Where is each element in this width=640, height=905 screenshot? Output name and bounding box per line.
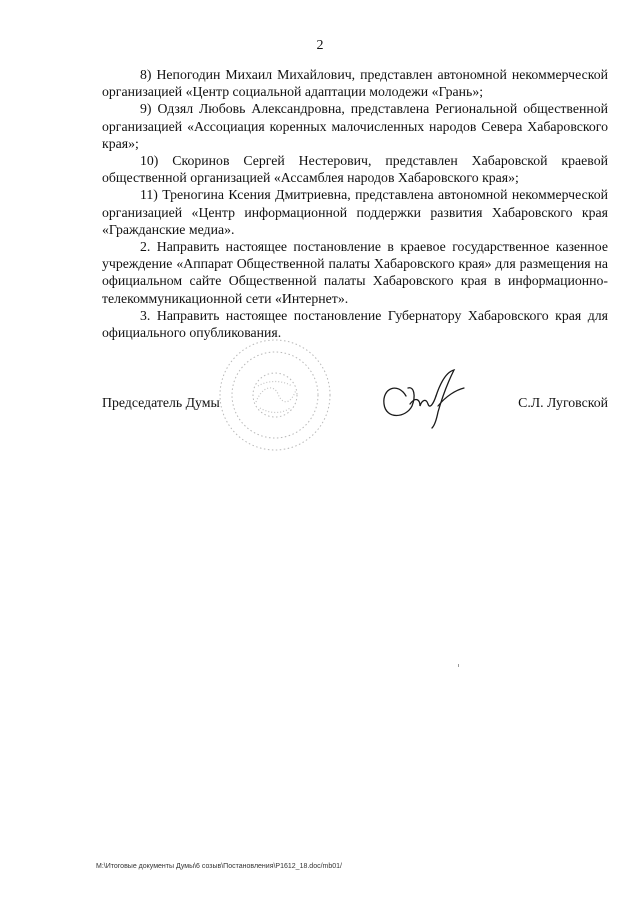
signatory-position: Председатель Думы — [102, 395, 220, 410]
footer-file-path: M:\Итоговые документы Думы\6 созыв\Постановления\P1612_18.doc/mb01/ — [96, 863, 342, 870]
signatory-name: С.Л. Луговской — [518, 395, 608, 410]
clause-2: 2. Направить настоящее постановление в краевое государственное казенное учреждение «Аппарат Общественной палаты Хабаровского края» для размещения на официальном сайте Общественной палаты Хабаровского края в информационно-телекоммуникационной сети «Интернет». — [102, 239, 608, 306]
list-item-11: 11) Треногина Ксения Дмитриевна, представлена автономной некоммерческой организацией «Центр информационной поддержки развития Хабаровского края «Гражданские медиа». — [102, 187, 608, 237]
clause-3: 3. Направить настоящее постановление Губернатору Хабаровского края для официального опубликования. — [102, 307, 608, 341]
list-item-9: 9) Одзял Любовь Александровна, представлена Региональной общественной организацией «Ассоциация коренных малочисленных народов Севера Хабаровского края»; — [102, 101, 608, 151]
body-text — [102, 66, 608, 341]
scan-artifact — [458, 664, 459, 667]
signature-row — [102, 394, 608, 414]
page-number: 2 — [316, 38, 324, 53]
list-item-10: 10) Скоринов Сергей Нестерович, представлен Хабаровской краевой общественной организацией «Ассамблея народов Хабаровского края»; — [102, 153, 608, 186]
list-item-8: 8) Непогодин Михаил Михайлович, представлен автономной некоммерческой организацией «Центр социальной адаптации молодежи «Грань»; — [102, 67, 608, 100]
